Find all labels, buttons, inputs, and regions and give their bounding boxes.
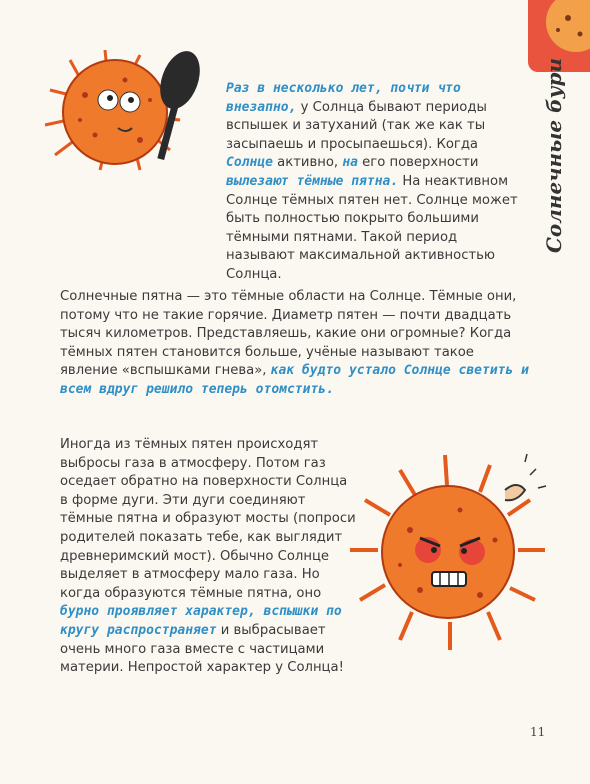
highlight-phrase: как будто устало Солнце светить и всем вдруг решило теперь отомстить. xyxy=(60,363,529,397)
gas-arcs-paragraph xyxy=(60,436,356,678)
paragraph-text: его поверхности xyxy=(357,155,479,171)
highlight-phrase: бурно проявляет характер, вспышки по кругу распространяет xyxy=(60,604,342,638)
highlight-phrase: на xyxy=(342,155,358,171)
chapter-title: Солнечные бури xyxy=(542,57,566,253)
page-number: 11 xyxy=(530,725,546,739)
paragraph-text: активно, xyxy=(272,155,343,171)
highlight-phrase: Солнце xyxy=(226,155,273,171)
highlight-phrase: Раз в несколько лет, почти что внезапно, xyxy=(226,81,461,115)
sun-with-pan-illustration xyxy=(30,40,220,180)
paragraph-text: Иногда из тёмных пятен происходят выбросы газа в атмосферу. Потом газ оседает обратно на поверхности Солнца в форме дуги. Эти дуги соединяют тёмные пятна и образуют мосты (попроси родителей показать тебе, как выглядит древнеримский мост). Обычно Солнце выделяет в атмосферу мало газа. Но когда образуются тёмные пятна, оно xyxy=(60,437,356,601)
highlight-phrase: вылезают тёмные пятна. xyxy=(226,173,399,189)
sunspots-paragraph xyxy=(60,288,530,400)
intro-paragraph xyxy=(226,80,526,285)
paragraph-text: Солнечные пятна — это тёмные области на Солнце. Тёмные они, потому что не такие горячие. Диаметр пятен — почти двадцать тысяч километров. Представляешь, какие они огромные? Когда тёмных пятен становится больше, учёные называют такое явление «вспышками гнева», xyxy=(60,289,517,379)
angry-sun-illustration xyxy=(340,450,560,660)
paragraph-text: На неактивном Солнце тёмных пятен нет. Солнце может быть полностью покрыто большими тёмными пятнами. Такой период называют максимальной активностью Солнца. xyxy=(226,173,518,282)
paragraph-text: и выбрасывает очень много газа вместе с частицами материи. Непростой характер у Солнца! xyxy=(60,622,344,676)
paragraph-text: у Солнца бывают периоды вспышек и затуханий (так же как ты засыпаешь и просыпаешься). Когда xyxy=(226,99,487,152)
